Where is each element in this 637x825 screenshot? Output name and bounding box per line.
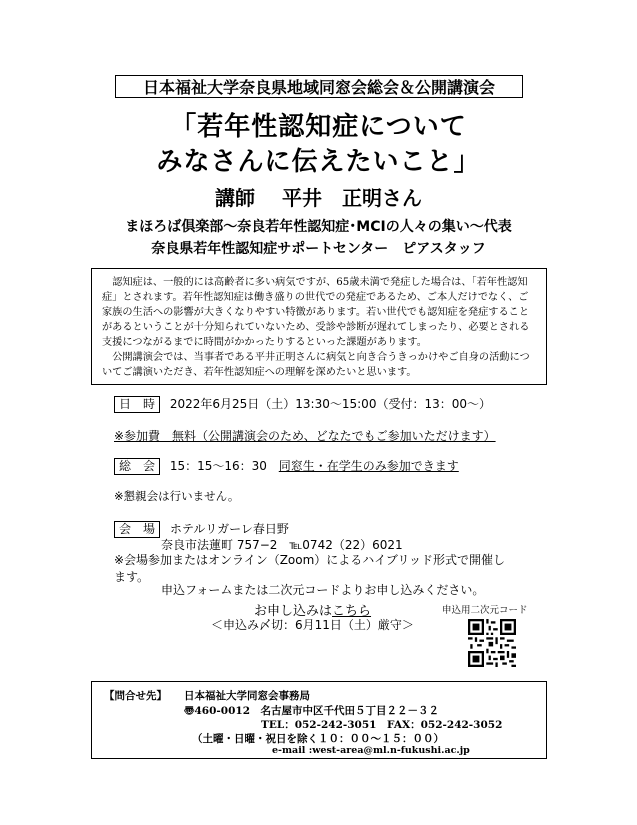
meeting-time: 15：15～16：30: [169, 459, 267, 473]
venue-address: 奈良市法蓮町 757−2 ℡0742（22）6021: [161, 538, 403, 552]
contact-label: 【問合せ先】: [104, 690, 167, 702]
contact-org: 日本福祉大学同窓会事務局: [184, 690, 310, 702]
apply-link[interactable]: こちら: [332, 604, 372, 619]
contact-hours: （土曜・日曜・祝日を除く１０：００～１５：００）: [192, 733, 444, 745]
description-paragraph-2: 公開講演会では、当事者である平井正明さんに病気と向き合うきっかけやご自身の活動についてご講演いただき、若年性認知症への理解を深めたいと思います。: [102, 352, 530, 378]
deadline: ＜申込み〆切：6月11日（土）厳守＞: [211, 618, 414, 632]
party-note: ※懇親会は行いません。: [114, 489, 240, 503]
qr-label: 申込用二次元コード: [442, 605, 528, 616]
description-box: [91, 268, 547, 385]
description-paragraph-1: 認知症は、一般的には高齢者に多い病気ですが、65歳未満で発症した場合は、「若年性認知症」とされます。若年性認知症は働き盛りの世代での発症であるため、ご本人だけでなく、ご家族の生活への影響が大きくなりやすい特徴があります。若い世代でも認知症を発症することがあるということが十分知られていないため、受診や診断が遅れてしまったり、必要とされる支援につながるまでに時間がかかったりするといった課題があります。: [102, 277, 530, 348]
lecture-title-line1: 「若年性認知症について: [170, 112, 467, 142]
fee-note: ※参加費 無料（公開講演会のため、どなたでもご参加いただけます）: [114, 429, 496, 443]
meeting-row: [114, 457, 459, 475]
meeting-note: 同窓生・在学生のみ参加できます: [278, 459, 459, 473]
contact-phone: TEL：052-242-3051 FAX：052-242-3052: [261, 719, 503, 731]
date-row: [114, 395, 491, 413]
date-label: 日 時: [114, 396, 160, 413]
apply-link-prefix: お申し込みは: [254, 604, 333, 619]
apply-note: 申込フォームまたは二次元コードよりお申し込みください。: [161, 583, 485, 597]
speaker-affiliation-1: まほろば倶楽部～奈良若年性認知症･MCIの人々の集い～代表: [125, 219, 512, 235]
contact-box: [91, 681, 547, 759]
hybrid-note-line2: ます。: [114, 570, 150, 584]
speaker-name: 講師 平井 正明さん: [215, 186, 422, 210]
hybrid-note-line1: ※会場参加またはオンライン（Zoom）によるハイブリッド形式で開催し: [114, 553, 505, 567]
qr-code[interactable]: [468, 619, 516, 667]
lecture-title-line2: みなさんに伝えたいこと」: [156, 147, 481, 177]
contact-address: 〠460-0012 名古屋市中区千代田５丁目２２－３２: [184, 705, 439, 717]
contact-email[interactable]: e-mail :west-area@ml.n-fukushi.ac.jp: [272, 745, 470, 756]
meeting-label: 総 会: [114, 458, 160, 475]
speaker-affiliation-2: 奈良県若年性認知症サポートセンター ピアスタッフ: [151, 241, 486, 257]
event-title: 日本福祉大学奈良県地域同窓会総会＆公開講演会: [115, 75, 523, 98]
venue-label: 会 場: [114, 521, 160, 538]
venue-name: ホテルリガーレ春日野: [169, 522, 289, 536]
date-value: 2022年6月25日（土）13:30～15:00（受付：13：00～）: [169, 397, 491, 411]
